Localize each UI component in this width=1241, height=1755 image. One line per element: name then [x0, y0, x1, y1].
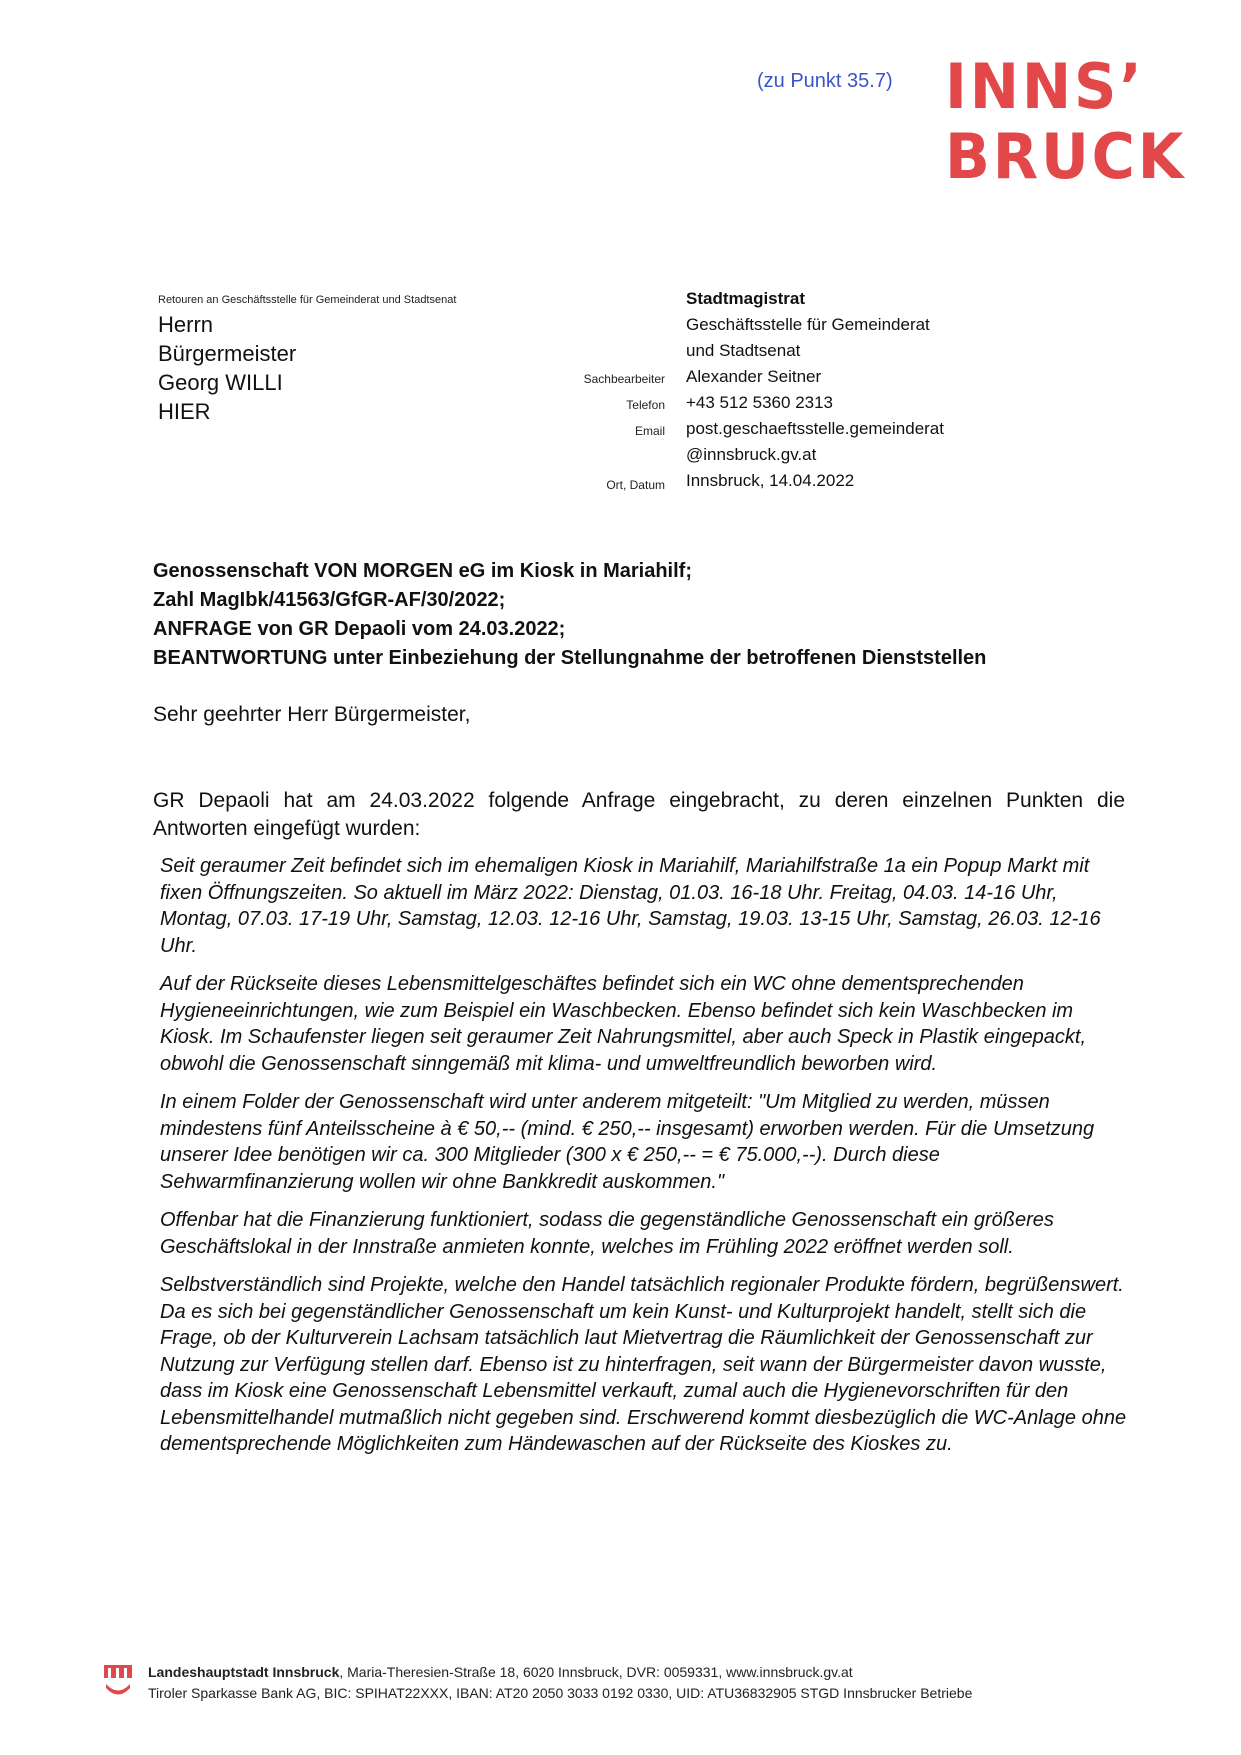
quote-paragraph: Auf der Rückseite dieses Lebensmittelgeschäftes befindet sich ein WC ohne dementsprechenden Hygieneeinrichtungen, wie zum Beispiel ein Waschbecken. Ebenso befindet sich kein Waschbecken im Kiosk. Im Schaufenster liegen seit geraumer Zeit Nahrungsmittel, aber auch Speck in Plastik eingepackt, obwohl die Genossenschaft sinngemäß mit klima- und umweltfreundlich beworben wird.: [160, 973, 1087, 1075]
quote-paragraph: In einem Folder der Genossenschaft wird unter anderem mitgeteilt: "Um Mitglied zu werden, müssen mindestens fünf Anteilsscheine à € 50,-- (mind. € 250,-- insgesamt) erworben werden. Für die Umsetzung unserer Idee benötigen wir ca. 300 Mitglieder (300 x € 250,-- = € 75.000,--). Durch diese Sehwarmfinanzierung wollen wir ohne Bankkredit auskommen.": [160, 1091, 1095, 1193]
footer-address: , Maria-Theresien-Straße 18, 6020 Innsbruck, DVR: 0059331, www.innsbruck.gv.at: [339, 1664, 853, 1680]
sender-date: Innsbruck, 14.04.2022: [686, 471, 855, 490]
logo-line-2: BRUCK: [945, 120, 1187, 193]
email-label: Email: [634, 424, 665, 438]
sender-clerk: Alexander Seitner: [686, 367, 822, 386]
quote-paragraph: Selbstverständlich sind Projekte, welche den Handel tatsächlich regionaler Produkte fördern, begrüßenswert. Da es sich bei gegenständlicher Genossenschaft um kein Kunst- und Kulturprojekt handelt, stellt sich die Frage, ob der Kulturverein Lachsam tatsächlich laut Mietvertrag die Räumlichkeit der Genossenschaft zur Nutzung zur Verfügung stellen darf. Ebenso ist zu hinterfragen, seit wann der Bürgermeister davon wusste, dass im Kiosk eine Genossenschaft Lebensmittel verkauft, zumal auch die Hygienevorschriften für den Lebensmittelhandel mutmaßlich nicht gegeben sind. Erschwerend kommt diesbezüglich die WC-Anlage ohne dementsprechende Möglichkeiten zum Händewaschen auf der Rückseite des Kioskes zu.: [160, 1274, 1127, 1455]
subject-line: ANFRAGE von GR Depaoli vom 24.03.2022;: [153, 618, 566, 640]
subject-block: [153, 557, 986, 673]
date-label: Ort, Datum: [606, 478, 665, 492]
coat-of-arms-icon: [104, 1665, 132, 1701]
recipient-block: [158, 310, 296, 426]
inquiry-quote: [160, 853, 1132, 1470]
sender-email: @innsbruck.gv.at: [686, 445, 817, 464]
subject-line: Genossenschaft VON MORGEN eG im Kiosk in Mariahilf;: [153, 560, 692, 582]
return-address: Retouren an Geschäftsstelle für Gemeinderat und Stadtsenat: [158, 294, 457, 306]
sender-phone: +43 512 5360 2313: [686, 393, 834, 412]
footer-bank: Tiroler Sparkasse Bank AG, BIC: SPIHAT22XXX, IBAN: AT20 2050 3033 0192 0330, UID: ATU36832905 STGD Innsbrucker Betriebe: [148, 1685, 973, 1701]
quote-paragraph: Seit geraumer Zeit befindet sich im ehemaligen Kiosk in Mariahilf, Mariahilfstraße 1a ein Popup Markt mit fixen Öffnungszeiten. So aktuell im März 2022: Dienstag, 01.03. 16-18 Uhr. Freitag, 04.03. 14-16 Uhr, Montag, 07.03. 17-19 Uhr, Samstag, 12.03. 12-16 Uhr, Samstag, 19.03. 13-15 Uhr, Samstag, 26.03. 12-16 Uhr.: [160, 855, 1101, 957]
sender-department: Geschäftsstelle für Gemeinderat: [686, 315, 930, 334]
recipient-line: Bürgermeister: [158, 341, 297, 366]
sender-email: post.geschaeftsstelle.gemeinderat: [686, 419, 944, 438]
recipient-line: Herrn: [158, 312, 214, 337]
phone-label: Telefon: [626, 398, 665, 412]
sender-block: [686, 286, 944, 494]
subject-line: BEANTWORTUNG unter Einbeziehung der Stellungnahme der betroffenen Dienststellen: [153, 647, 987, 669]
footer-org: Landeshauptstadt Innsbruck: [148, 1664, 340, 1680]
footer: [148, 1662, 972, 1704]
logo-line-1: INNS’: [945, 50, 1145, 123]
intro-paragraph: GR Depaoli hat am 24.03.2022 folgende Anfrage eingebracht, zu deren einzelnen Punkten die Antworten eingefügt wurden:: [153, 789, 1125, 840]
recipient-line: HIER: [158, 399, 211, 424]
recipient-line: Georg WILLI: [158, 370, 283, 395]
innsbruck-logo: [945, 52, 1190, 192]
clerk-label: Sachbearbeiter: [583, 372, 665, 386]
footer-line-1: [148, 1662, 972, 1683]
reference-note: (zu Punkt 35.7): [757, 70, 893, 92]
salutation: Sehr geehrter Herr Bürgermeister,: [153, 703, 471, 726]
sender-office: Stadtmagistrat: [686, 289, 806, 308]
subject-line: Zahl MagIbk/41563/GfGR-AF/30/2022;: [153, 589, 506, 611]
sender-department: und Stadtsenat: [686, 341, 801, 360]
quote-paragraph: Offenbar hat die Finanzierung funktioniert, sodass die gegenständliche Genossenschaft ein größeres Geschäftslokal in der Innstraße anmieten konnte, welches im Frühling 2022 eröffnet werden soll.: [160, 1209, 1054, 1258]
